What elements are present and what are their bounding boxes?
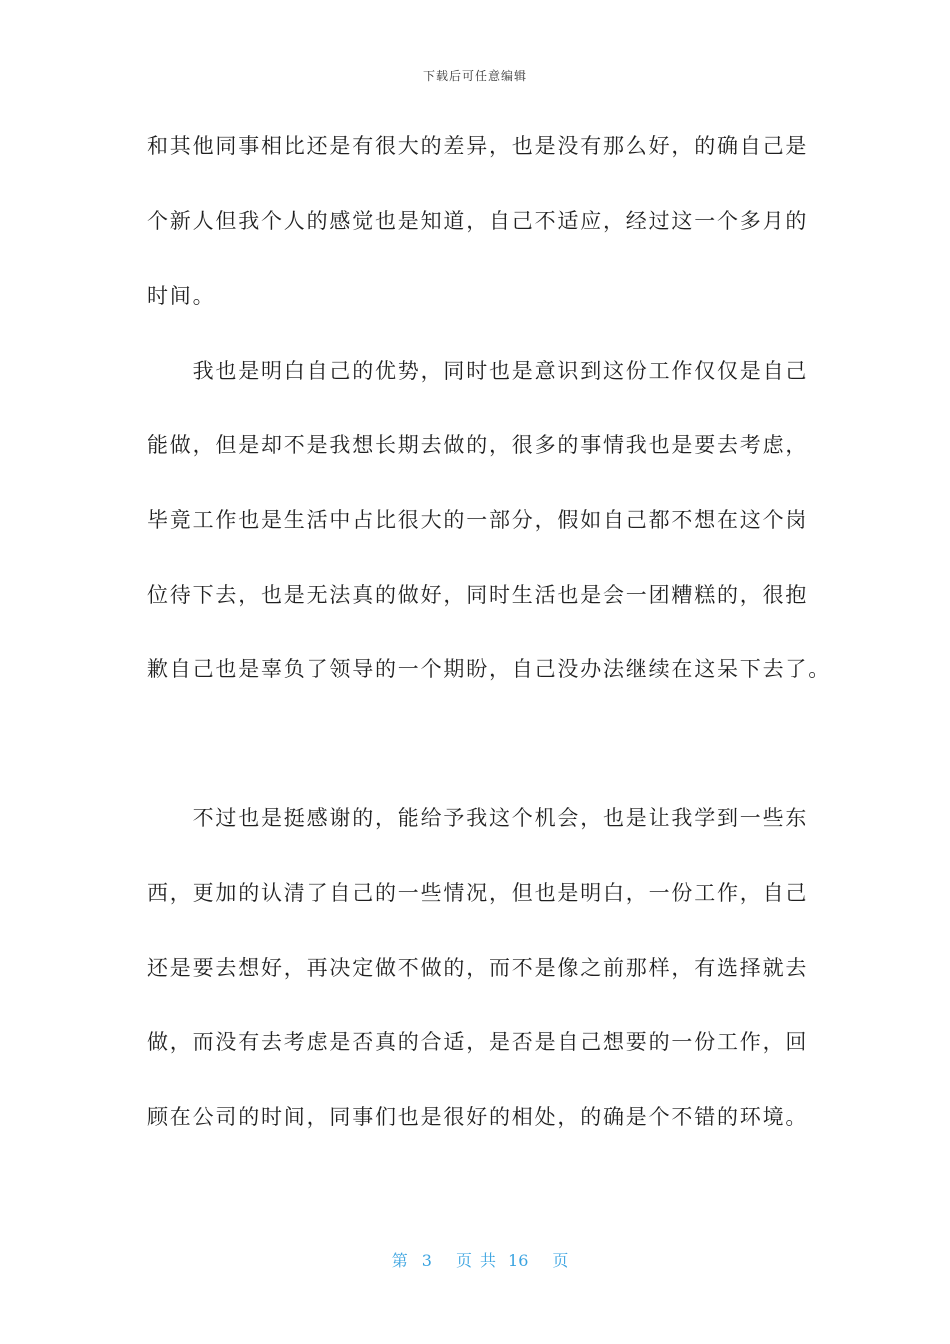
text-line: 位待下去，也是无法真的做好，同时生活也是会一团糟糕的，很抱 <box>147 583 809 607</box>
footer-page-number: 3 <box>421 1251 432 1270</box>
footer-ye: 页 <box>455 1251 472 1270</box>
text-line: 还是要去想好，再决定做不做的，而不是像之前那样，有选择就去 <box>147 956 809 980</box>
page-footer <box>0 1229 950 1271</box>
footer-total-pages: 16 <box>508 1251 529 1270</box>
text-line: 做，而没有去考虑是否真的合适，是否是自己想要的一份工作，回 <box>147 1030 809 1054</box>
header-note: 下载后可任意编辑 <box>422 69 527 83</box>
text-line: 时间。 <box>147 284 216 308</box>
footer-gong: 共 <box>480 1251 497 1270</box>
text-line: 我也是明白自己的优势，同时也是意识到这份工作仅仅是自己 <box>147 359 809 383</box>
text-line: 顾在公司的时间，同事们也是很好的相处，的确是个不错的环境。 <box>147 1105 809 1129</box>
footer-ye-end: 页 <box>552 1251 569 1270</box>
text-line: 歉自己也是辜负了领导的一个期盼，自己没办法继续在这呆下去了。 <box>147 657 831 681</box>
text-line: 毕竟工作也是生活中占比很大的一部分，假如自己都不想在这个岗 <box>147 508 809 532</box>
footer-di: 第 <box>391 1251 408 1270</box>
text-line: 西，更加的认清了自己的一些情况，但也是明白，一份工作，自己 <box>147 881 809 905</box>
text-line: 不过也是挺感谢的，能给予我这个机会，也是让我学到一些东 <box>147 806 809 830</box>
text-line: 能做，但是却不是我想长期去做的，很多的事情我也是要去考虑， <box>147 433 809 457</box>
text-line: 个新人但我个人的感觉也是知道，自己不适应，经过这一个多月的 <box>147 209 809 233</box>
text-line: 和其他同事相比还是有很大的差异，也是没有那么好，的确自己是 <box>147 134 809 158</box>
